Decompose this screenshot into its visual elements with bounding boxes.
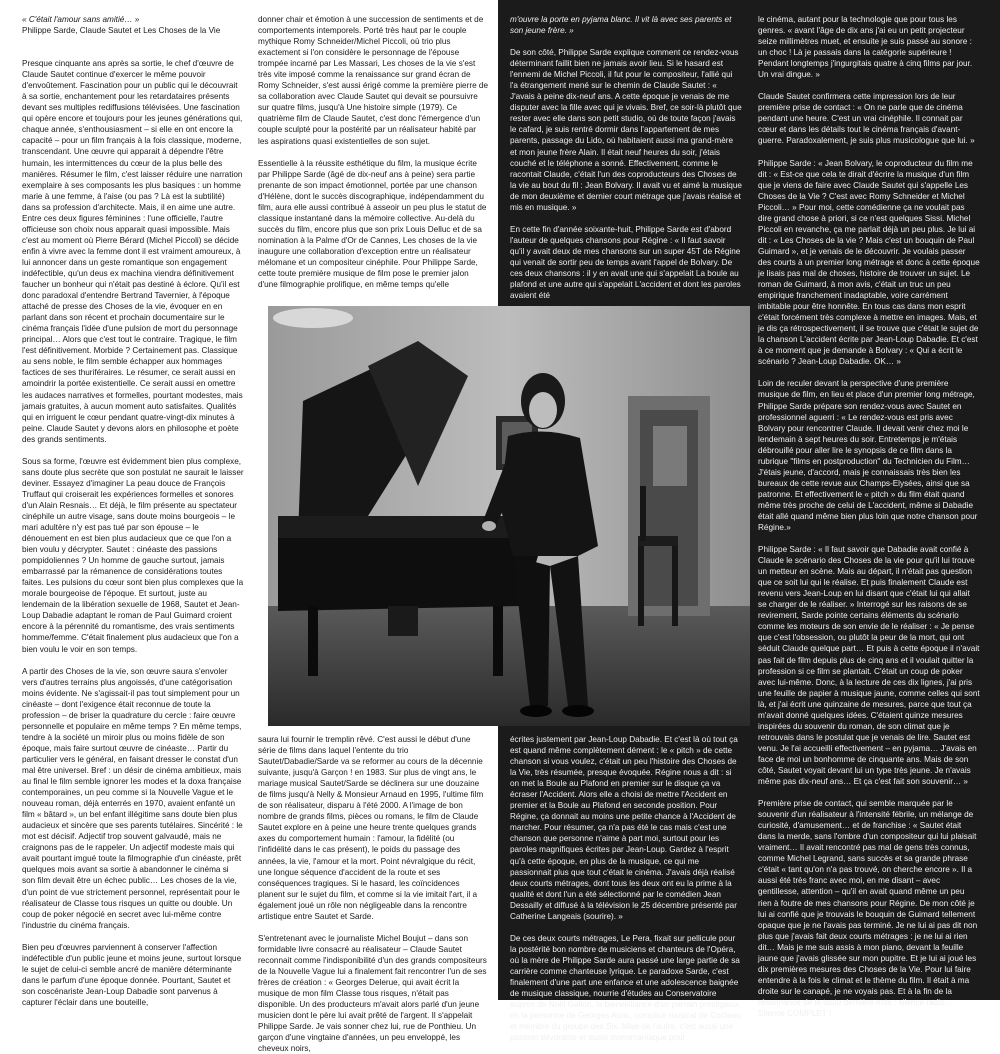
column-1 [22,14,244,1007]
photo-man-at-piano [268,306,750,726]
paragraph: Philippe Sarde : « Jean Bolvary, le coproducteur du film me dit : « Est-ce que cela te dirait d'écrire la musique d'un film que je viens de faire avec Claude Sautet qui s'appelle Les Choses de la Vie ? C'est avec Romy Schneider et Michel Piccoli… » Pour moi, cette comédienne ça ne voulait pas dire grand chose à priori, si ce n'est quelques Sissi. Michel Piccoli en revanche, ça me parlait déjà un peu plus. Je lui ai dit : « Les Choses de la vie ? Mais c'est un bouquin de Paul Guimard », et je venais de le découvrir. Je voulais passer des courts à un premier long métrage et donc à cette époque je lisais pas mal de choses, histoire de trouver un sujet. Le roman de Guimard, à mon avis, c'était un truc un peu empirique franchement inadaptable, voire carrément imbitable pour être honnête. En tous cas dans mon esprit c'était forcément très complexe à mettre en images. Mais, et je dis ça rétrospectivement, il se trouve que c'était le sujet de la chanson L'accident écrite par Jean-Loup Dabadie. Et c'est à ce moment que je demande à Bolvary : « Qui a écrit le scénario ? Jean-Loup Dabadie. OK… » [758,158,980,367]
paragraph: Claude Sautet confirmera cette impression lors de leur première prise de contact : « On ne parle que de cinéma pendant une heure. C'est un vrai cinéphile. Il connait par cœur et dans les détails tout le cinéma français d'avant-guerre. Paradoxalement, je suis plus musicologue que lui. » [758,92,975,146]
column-3-bottom [510,734,742,1043]
header-quote: « C'était l'amour sans amitié… » [22,15,140,24]
paragraph: m'ouvre la porte en pyjama blanc. Il vit là avec ses parents et son jeune frère. » [510,15,732,36]
column-2-top [258,14,488,290]
paragraph: De son côté, Philippe Sarde explique comment ce rendez-vous déterminant faillit bien ne jamais avoir lieu. Si le hasard est l'ennemi de Michel Piccoli, il fut pour le compositeur, l'allié qui l'a étrangement mené sur le chemin de Claude Sautet : « J'avais à peine dix-neuf ans. A cette époque je venais de me disputer avec la fille avec qui je vivais. Bref, ce soir-là plutôt que rester avec elle dans son petit studio, où de toute façon j'avais le cafard, je suis rentré dormir dans l'appartement de mes parents, passage du Lido, où habitaient aussi ma grand-mère et mon jeune frère Alain. Il était neuf heures du soir, j'étais couché et le téléphone a sonné. Effectivement, comme le racontait Claude, c'était l'un des coproducteurs des Choses de la vie au bout du fil : Jean Bolvary. Il avait vu et aimé la musique de mon deuxième et dernier court métrage que j'avais réalisé et mis en musique. » [510,48,742,212]
paragraph: Essentielle à la réussite esthétique du film, la musique écrite par Philippe Sarde (âgé de dix-neuf ans à peine) sera partie prenante de son impact émotionnel, portée par une chanson d'Hélène, dont le succès discographique, indépendamment du film, aura elle aussi contribué à asseoir un peu plus le statut de classique instantané dans la mémoire collective. Au-delà du succès du film, encore plus que son prix Louis Delluc et de sa nomination à la Palme d'Or de Cannes, Les choses de la vie inaugure une collaboration d'exception entre un réalisateur mélomane et un compositeur cinéphile. Pour Philippe Sarde, cette toute première musique de film pose le premier jalon d'une filmographie prolifique, en même temps qu'elle [258,158,487,290]
header-byline: Philippe Sarde, Claude Sautet et Les Choses de la Vie [22,26,221,36]
paragraph: écrites justement par Jean-Loup Dabadie. Et c'est là où tout ça est quand même complètement dément : le « pitch » de cette chanson si vous voulez, c'était un peu l'histoire des Choses de la Vie, très résumée, presque évoquée. Régine nous a dit : si on met la Boule au Plafond en premier sur le disque ça va écraser l'Accident. Alors elle a choisi de mettre l'Accident en premier et la Boule au Plafond en seconde position. Pour Régine, ça donnait au moins une petite chance à l'Accident de marcher. Pour résumer, ça n'a pas été le cas mais c'est une chanson que personne n'aime à part moi, surtout pour les paroles magnifiques écrites par Jean-Loup. Gardez à l'esprit qu'à cette époque, en plus de la musique, ce qui me passionnait plus que tout c'était le cinéma. J'avais déjà réalisé deux courts métrages, dont tous les deux ont eu la prime à la qualité et dont l'un a été sélectionné par le comédien Jean Dessailly et diffusé à la télévision le 25 décembre présenté par Catherine Langeais (sourire). » [510,735,738,921]
paragraph: Bien peu d'œuvres parviennent à conserver l'affection indéfectible d'un public jeune et moins jeune, surtout lorsque le sujet de celui-ci semble ancré de manière déterminante dans le parfum d'une époque donnée. Pourtant, Sautet et son coscénariste Jean-Loup Dabadie sont parvenus à capturer l'éclair dans une bouteille, [22,942,242,1007]
paragraph: Loin de reculer devant la perspective d'une première musique de film, en lieu et place d'un premier long métrage, Philippe Sarde prépare son rendez-vous avec Sautet en professionnel aguerri : « Le rendez-vous est pris avec Bolvary pour rencontrer Claude. Il devait venir chez moi le lendemain à sept heures du soir. Entretemps je m'étais débrouillé pour aller lire le synopsis de ce film dans la rubrique "films en postproduction" du Technicien du Film… J'étais jeune, d'accord, mais je connaissais très bien les bureaux de cette revue aux Champs-Elysées, ainsi que sa patronne. Et effectivement le « pitch » du film était quand même très proche de celui de L'accident, même si Dabadie était allé quand même bien plus loin que notre chanson pour Régine.» [758,379,978,533]
paragraph: Philippe Sarde : « Il faut savoir que Dabadie avait confié à Claude le scénario des Choses de la vie pour qu'il lui trouve un metteur en scène. Mais au départ, il n'était pas question que ce soit lui qui le réalise. Et puis finalement Claude est revenu vers Jean-Loup en lui disant que c'était lui qui allait se charger de le réaliser. » Interrogé sur les raisons de se revirement, Sarde pointe certains éléments du scénario comme les moteurs de son envie de le réaliser : « Je pense que c'est l'obsession, ou plutôt la peur de la mort, qui ont séduit Claude quelque part… Et puis à cette époque il n'avait pas fait de film depuis plus de cinq ans et il voulait quitter la profession si ce film se plantait. C'était un coup de poker avec lui-même. Donc, à la lecture de ces dix lignes, j'ai pris une feuille de papier à musique jaune, comme celles qui sont là, et j'ai écrit une quinzaine de mesures, parce que tout ça m'avait donné quelques idées. C'étaient quinze mesures inspirées du souvenir du roman, de son climat que je retrouvais dans le postulat que je venais de lire. Sautet est venu. Je l'ai accueilli effectivement – en pyjama… J'avais en face de moi un bonhomme de cinquante ans. Mais de son côté, Sautet voyait devant lui un type très jeune. Je n'avais même pas dix-neuf ans… Et ça c'est fait son souvenir… » [758,545,980,787]
column-3-top [510,14,742,304]
paragraph: Presque cinquante ans après sa sortie, le chef d'œuvre de Claude Sautet continue d'exercer le même pouvoir d'envoûtement. Fascination pour un public qui le découvrait à sa sortie, enchantement pour les retardataires présents devant ses multiples rediffusions télévisées. Une fascination qui opère encore et toujours pour les jeunes générations qui, chaque année, s'enthousiasment – si elle en ont encore la capacité – pour un film français à la fois classique, moderne, transcendant. Une œuvre qui apparait à dépendre l'être humain, les intermittences du cœur de la plus belle des manières. Résumer le film, c'est laisser réduire une narration exemplaire à ses composants les plus basiques : un homme marie à une femme, à l'aise (ou pas ? Là est la subtilité) dans sa profession d'architecte. Mais, il en aime une autre. Entre ces deux figures féminines : l'une officielle, l'autre officieuse son choix nous apparait quasi impossible. Mais c'est au moment où Pierre Bérard (Michel Piccoli) se décide enfin à vivre avec la femme dont il est vraiment amoureux, à lui annoncer dans un geste romantique son engagement indéfectible, qu'un deus ex machina viendra définitivement faucher un bonheur qui n'était pas destiné à éclore. Qu'il est donc paradoxal d'entendre Bertrand Tavernier, à l'époque attaché de presse des Choses de la vie, évoquer en en parlant dans son récent et prochain documentaire sur le cinéma français l'idée d'une pulsion de mort du personnage principal… Alors que c'est tout le contraire. Tragique, le film l'est définitivement. Morbide ? Certainement pas. Classique au sens noble, le film semble échapper aux hommages factices de ses thuriféraires. Le résumer, ce serait aussi en amoindrir la portée existentielle. Ce serait aussi en omettre les audaces narratives et formelles, pourtant modestes, mais jamais gratuites, à aucun moment auto satisfaites. Qualités qui en irriguent le cœur pendant quatre-vingt-dix minutes à peine. Claude Sautet y devons alors en philosophe et poète des grands sentiments. [22,59,243,444]
column-4 [758,14,980,1018]
paragraph: Première prise de contact, qui semble marquée par le souvenir d'un réalisateur à l'intensité fébrile, un mélange de curiosité, d'amusement… et de franchise : « Sautet était dans la merde, sans l'ombre d'un compositeur qui lui plaisait vraiment… Il avait rencontré pas mal de gens très connus, comme Michel Legrand, sans succès et sa grande phrase c'était « tant qu'on n'a pas trouvé, on cherche encore ». Il a aussi été très franc avec moi, en me disant – avec gentillesse, attention – qu'il en avait quand même un peu rien à foutre de mes chansons pour Régine. De mon côté je lui ai confié que je trouvais le bouquin de Guimard tellement opaque que je ne l'avais pas terminé. Je ne lui ai pas dit non plus que j'avais fait deux courts métrages : je ne lui ai rien dit… Mais je me suis assis à mon piano, devant la feuille jaune que j'avais glissée sur mon pupitre. Et je lui ai joué les dix premières mesures des Choses de la Vie. Pour lui faire entendre à la fois le climat et le thème du film. Il était à ma droite sur le canapé, je ne voyais pas. Et à la fin de la résonnance de la toute dernière note : silence radio… Silence COMPLET ! [758,799,978,1018]
paragraph: le cinéma, autant pour la technologie que pour tous les genres. « avant l'âge de dix ans j'ai eu un petit projecteur seize millimètres muet, et ensuite je suis passé au sonore : un choc ! Là je passais dans la catégorie supérieure ! Pendant longtemps j'ingurgitais quatre à cinq films par jour. Un vrai dingue. » [758,15,973,80]
paragraph: De ces deux courts métrages, Le Pera, fixait sur pellicule pour la postérité bon nombre de musiciens et chanteurs de l'Opéra, où la mère de Philippe Sarde aura passé une large partie de sa carrière comme chanteuse lyrique. Le paradoxe Sarde, c'est finalement d'une part une enfance et une adolescence baignée de musique classique, nourrie d'études au Conservatoire auprès de Noël Gallon, la bienveillance d'un parrain prestigieux en la personne de Georges Auric, complice musical de Cocteau et membre du groupe des Six. Mais de l'autre, c'est aussi une passion dévorante et quasi monomaniaque pour [510,933,741,1043]
paragraph: A partir des Choses de la vie, son œuvre saura s'envoler vers d'autres terrains plus angoissés, d'une catégorisation moins évidente. Ne s'agissait-il pas tout simplement pour un cinéaste – dont l'exigence était reconnue de toute la profession – de briser la quadrature du cercle : faire œuvre personnelle et populaire en même temps ? En même temps, tendre à la société un miroir plus ou moins fidèle de son époque, mais faire surtout œuvre de cinéaste… Partir du particulier vers le général, en faisant dresser le constat d'un mal être universel. Bref : un désir de cinéma ambitieux, mais au final le film semble ignorer les modes et la doxa française contemporaines, un peu comme si la Nouvelle Vague et le nouveau roman, déjà enterrés en 1970, avaient enfanté un film « bâtard », un bel enfant illégitime sans doute bien plus audacieux et sincère que ses parents tutélaires. Sincérité : le mot est décisif. Adjectif trop souvent galvaudé, mais ne craignons pas de le rappeler. Un adjectif modeste mais qui avait pourtant imgué toute la filmographie d'un cinéaste, prêt quelques mois avant sa sortie à abandonner le cinéma si son film devait être un échec public… Les choses de la vie, d'un point de vue strictement personnel, représentait pour le réalisateur de Classe tous risques un quitte ou double. Un coup de poker négocié en secret avec lui-même contre l'industrie du cinéma français. [22,666,243,930]
column-2-bottom [258,734,488,1054]
paragraph: Sous sa forme, l'œuvre est évidemment bien plus complexe, sans doute plus secrète que son postulat ne saurait le laisser deviner. Essayez d'imaginer La peau douce de François Truffaut qui croiserait les expériences formelles et sonores d'un Alain Resnais… Et déjà, le film présente au spectateur cinéphile un autre visage, sans doute moins bourgeois – le mari adultère n'y est pas tué par son épouse – le dénouement en est bien plus audacieux que ce que l'on a bien voulu y décrypter. Sautet : cinéaste des passions pompidoliennes ? Un homme de gauche surtout, jamais embarrassé par la rémanence de considérations toutes faites. Les pulsions du cœur sont bien plus complexes que la morale bourgeoise de l'époque. Et surtout, juste au lendemain de la libération sexuelle de 1968, Sautet et Jean-Loup Dabadie adaptant le roman de Paul Guimard croient encore à la pérennité du romantisme, des vrais sentiments homme/femme. C'était finalement plus audacieux que l'on a bien voulu le voir en son temps. [22,456,244,654]
paragraph: donner chair et émotion à une succession de sentiments et de comportements intemporels. Porté très haut par le couple mythique Romy Schneider/Michel Piccoli, où trio plus exactement si l'on considère le personnage de l'épouse trompée incarné par Les Massari, Les choses de la vie s'est très vite imposé comme la renaissance sur grand écran de Romy Schneider, s'est aussi érigé comme la première pierre de sa collaboration avec Claude Sautet qui devait se poursuivre sur quatre films, jusqu'à Une histoire simple (1979). Ce quatrième film de Claude Sautet, c'est donc l'émergence d'un couple sculpté pour la postérité par un réalisateur habité par les aspirations quasi existentielles de son sujet. [258,15,489,146]
paragraph: saura lui fournir le tremplin rêvé. C'est aussi le début d'une série de films dans laquel l'entente du trio Sautet/Dabadie/Sarde va se reformer au cours de la décennie suivante, jusqu'à Garçon ! en 1983. Sur plus de vingt ans, le mariage musical Sautet/Sarde se déclinera sur une douzaine de films jusqu'à Nelly & Monsieur Arnaud en 1995, l'ultime film de son réalisateur, disparu à l'été 2000. A l'image de bon nombre de grands films, pièces ou romans, le film de Claude Sautet explore en à peine une heure trente quelques grands axes du comportement humain : l'amour, la fidélité (ou l'infidélité dans le cas présent), le poids du passage des années, la vie, l'amour et la mort. Point névralgique du récit, une longue séquence d'accident de la route et ses conséquences tragiques. Si le hasard, les coïncidences planent sur le sujet du film, et comme si la vie imitait l'art, il a également joué un rôle non négligeable dans la rencontre artistique entre Sautet et Sarde. [258,735,484,921]
paragraph: S'entretenant avec le journaliste Michel Boujut – dans son formidable livre consacré au réalisateur – Claude Sautet reconnait comme l'indisponibilité d'un des grands compositeurs de la Nouvelle Vague lui a finalement fait rencontrer l'un de ses frères de création : « Georges Delerue, qui avait écrit la musique de mon film Classe tous risques, n'était pas disponible. Un des producteurs m'avait alors parlé d'un jeune musicien dont le père lui avait prêté de l'argent. Il s'appelait Philippe Sarde. Je vais sonner chez lui, rue de Ponthieu. Un garçon d'une vingtaine d'années, un peu enveloppé, les cheveux noirs, [258,933,487,1054]
photo-illustration [268,306,750,726]
paragraph: En cette fin d'année soixante-huit, Philippe Sarde est d'abord l'auteur de quelques chansons pour Régine : « Il faut savoir qu'il y avait deux de mes chansons sur un super 45T de Régine qui venait de sortir peu de temps avant l'appel de Bolvary. De ces deux chansons : il y en avait une qui s'appelait La boule au plafond et une autre qui s'appelait L'accident et dont les paroles avaient été [510,224,741,301]
